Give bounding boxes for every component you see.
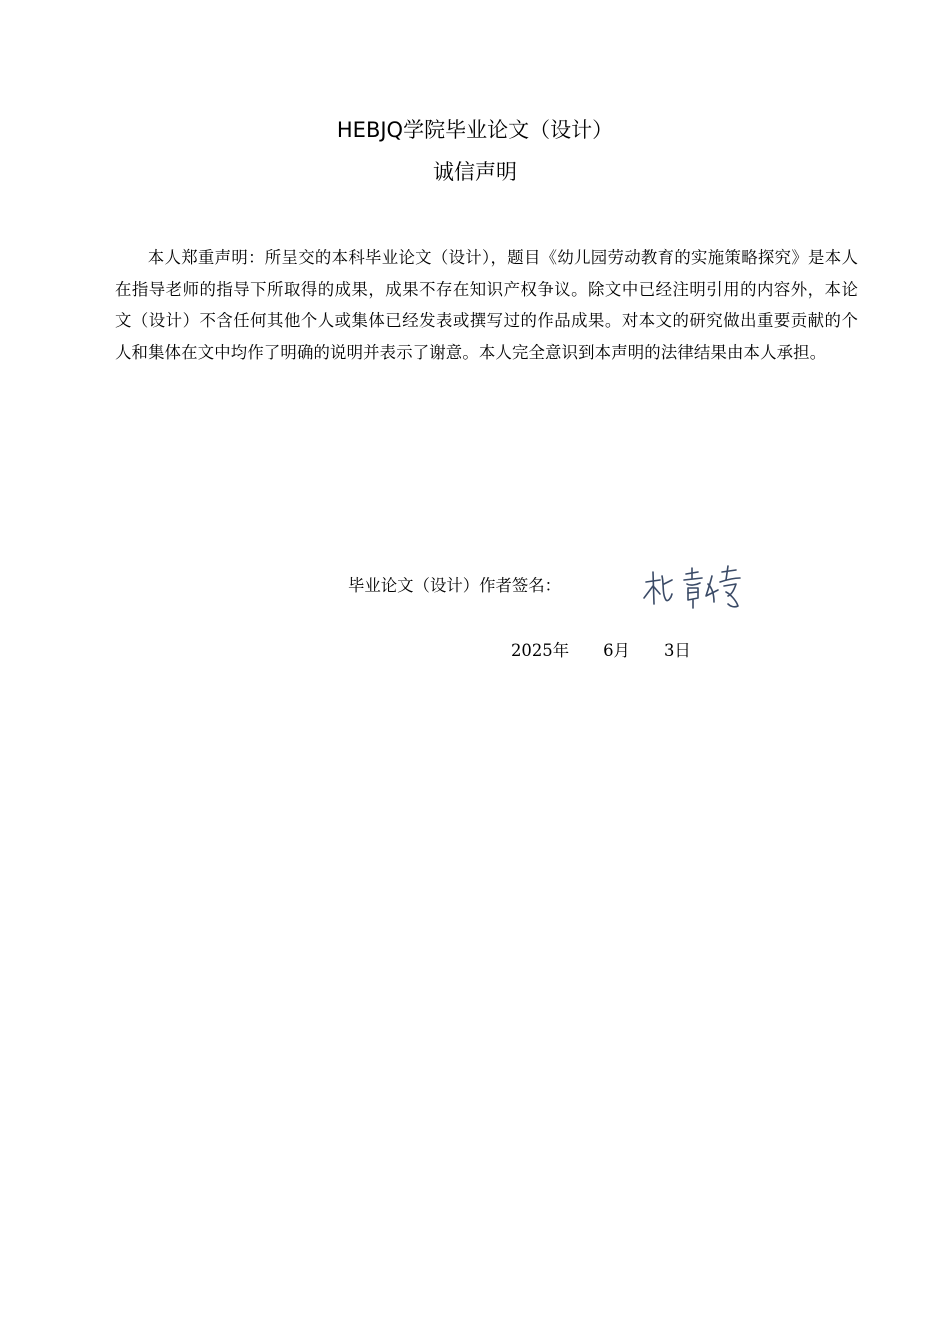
document-subtitle: 诚信声明 bbox=[433, 160, 517, 184]
signature-date bbox=[511, 639, 691, 663]
date-day-unit: 日 bbox=[674, 641, 691, 660]
signature-label: 毕业论文（设计）作者签名： bbox=[348, 576, 562, 595]
handwritten-signature bbox=[640, 560, 750, 616]
date-year: 2025 bbox=[511, 641, 553, 660]
date-year-unit: 年 bbox=[552, 641, 570, 660]
date-month: 6 bbox=[603, 641, 614, 660]
date-month-unit: 月 bbox=[613, 641, 630, 660]
declaration-paragraph: 本人郑重声明：所呈交的本科毕业论文（设计），题目《幼儿园劳动教育的实施策略探究》是本人在指导老师的指导下所取得的成果，成果不存在知识产权争议。除文中已经注明引用的内容外，本论文（设计）不含任何其他个人或集体已经发表或撰写过的作品成果。对本文的研究做出重要贡献的个人和集体在文中均作了明确的说明并表示了谢意。本人完全意识到本声明的法律结果由本人承担。 bbox=[115, 248, 858, 362]
document-title: HEBJQ学院毕业论文（设计） bbox=[336, 118, 614, 142]
date-day: 3 bbox=[663, 641, 675, 660]
